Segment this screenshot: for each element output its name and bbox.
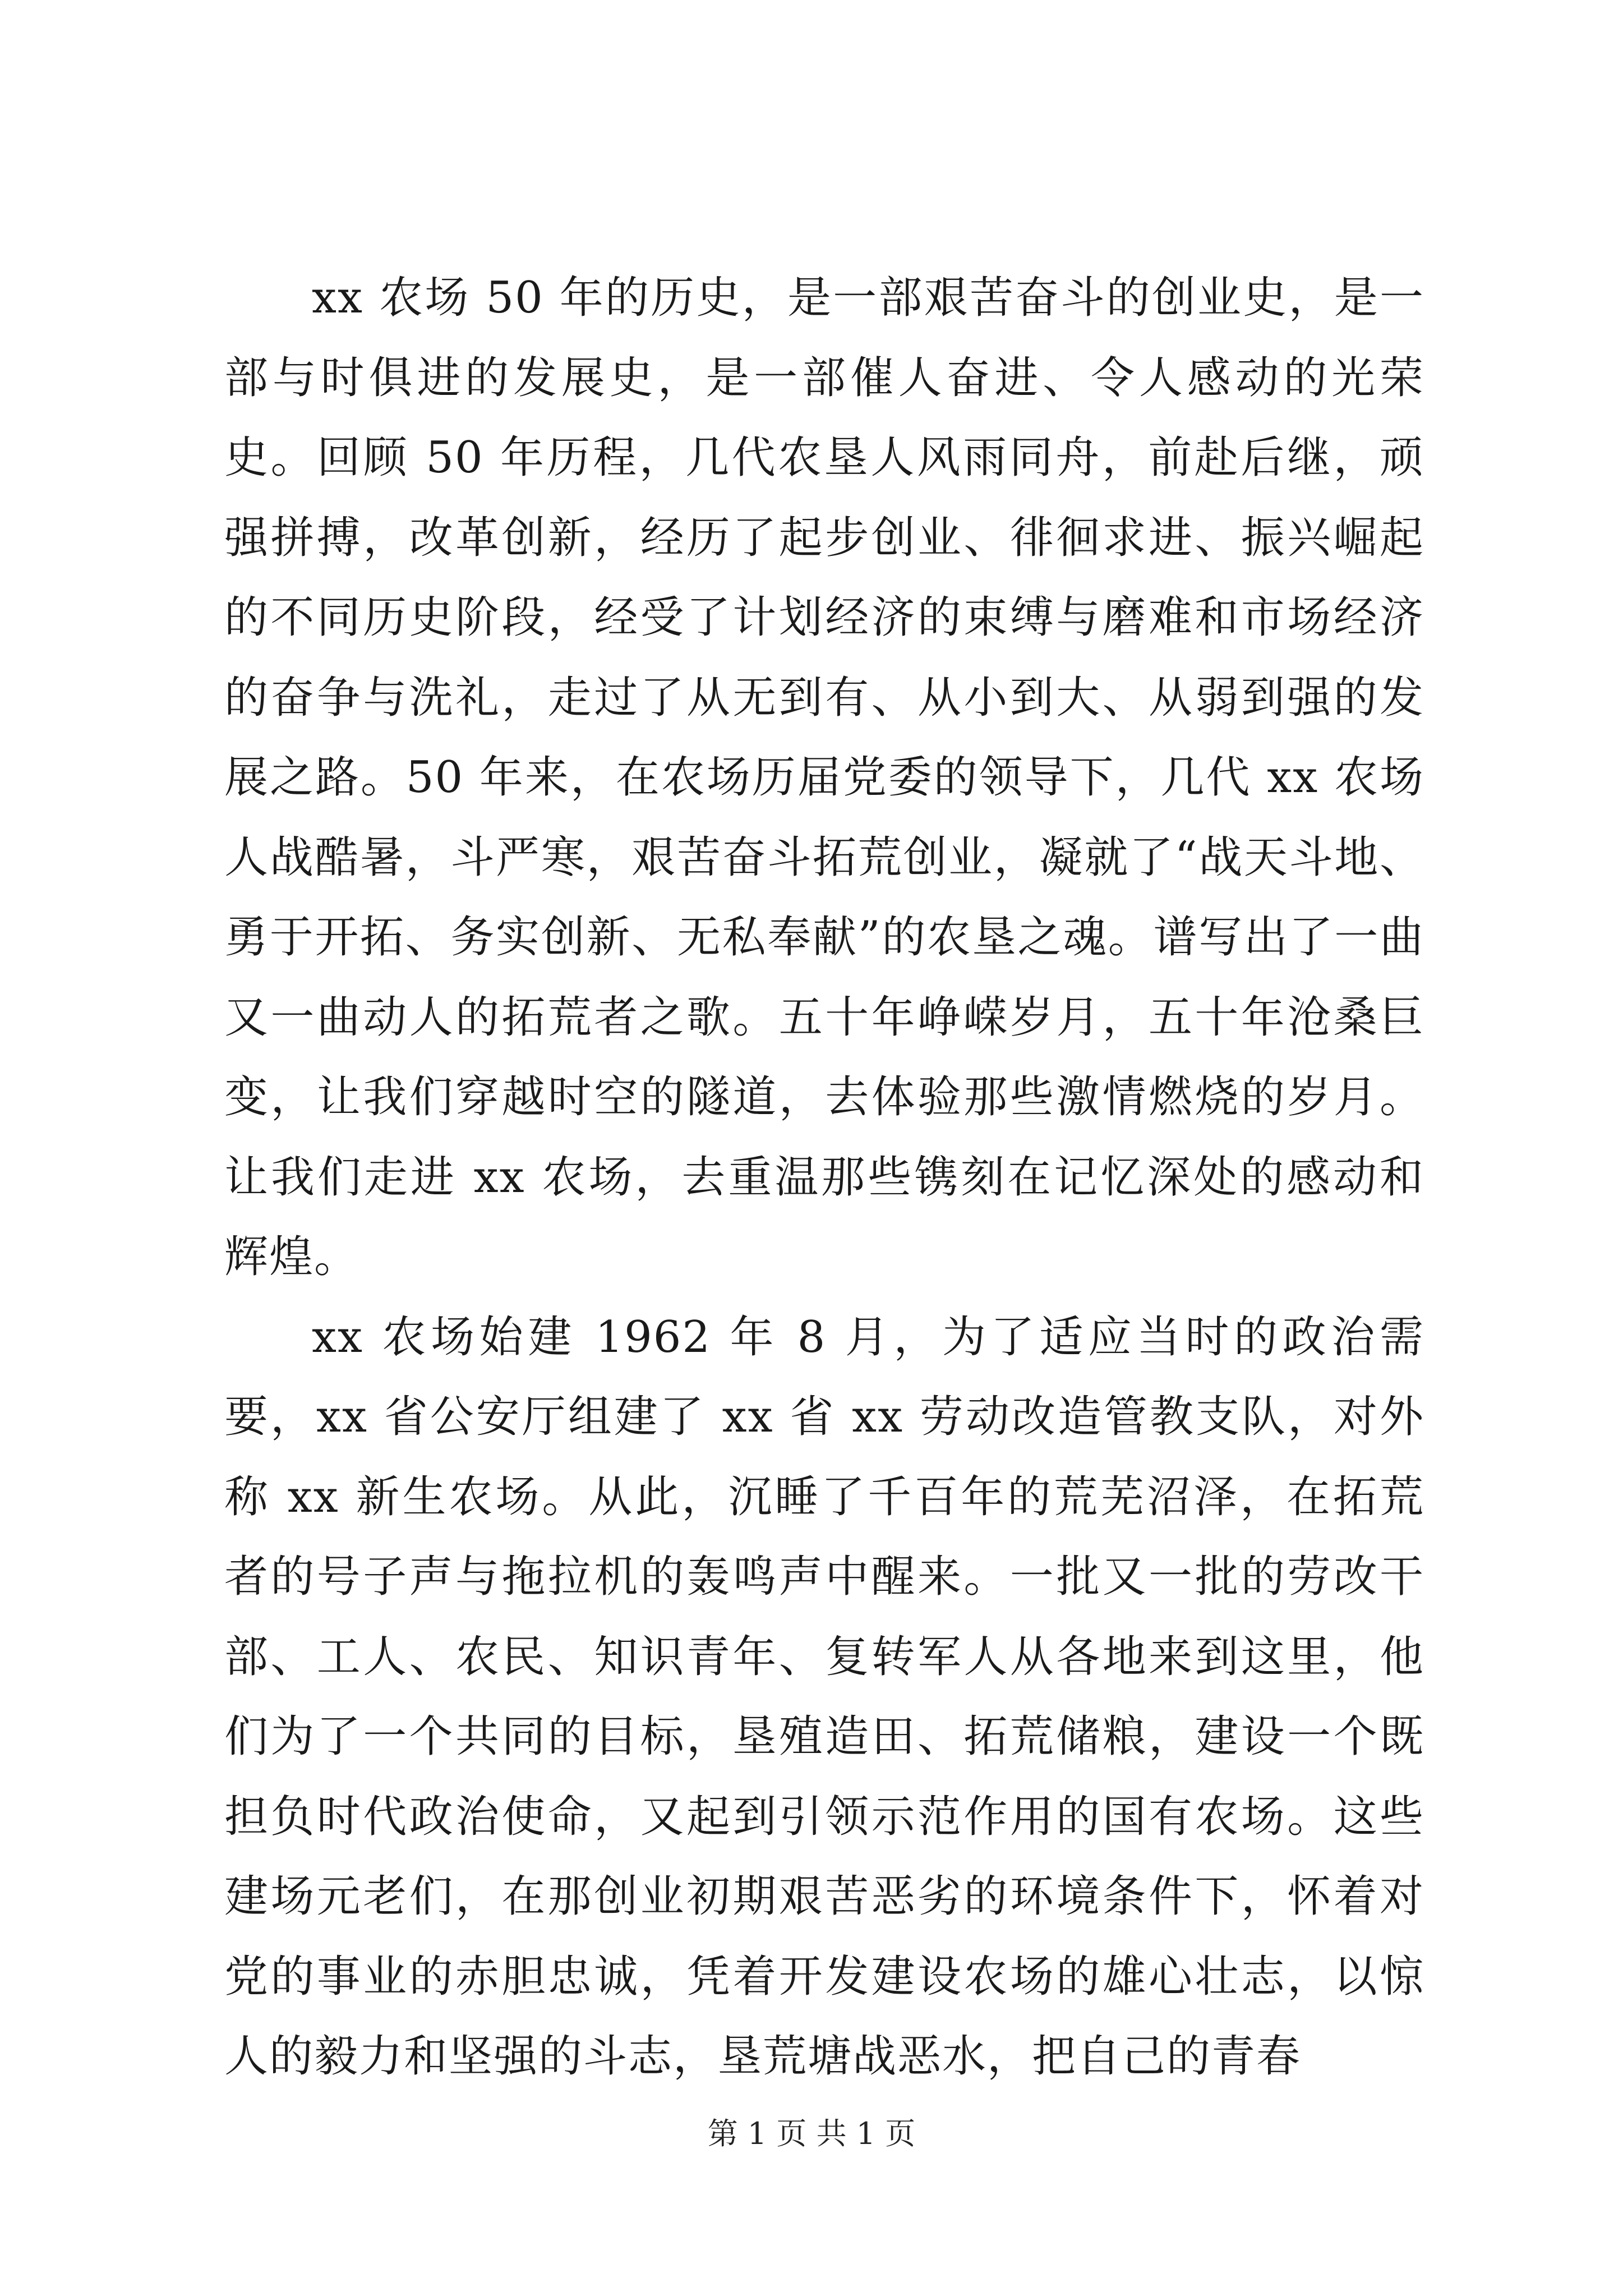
paragraph-1: xx 农场 50 年的历史，是一部艰苦奋斗的创业史，是一部与时俱进的发展史，是一部催人奋进、令人感动的光荣史。回顾 50 年历程，几代农垦人风雨同舟，前赴后继，顽强拼搏，改革创新，经历了起步创业、徘徊求进、振兴崛起的不同历史阶段，经受了计划经济的束缚与磨难和市场经济的奋争与洗礼，走过了从无到有、从小到大、从弱到强的发展之路。50 年来，在农场历届党委的领导下，几代 xx 农场人战酷暑，斗严寒，艰苦奋斗拓荒创业，凝就了“战天斗地、勇于开拓、务实创新、无私奉献”的农垦之魂。谱写出了一曲又一曲动人的拓荒者之歌。五十年峥嵘岁月，五十年沧桑巨变，让我们穿越时空的隧道，去体验那些激情燃烧的岁月。让我们走进 xx 农场，去重温那些镌刻在记忆深处的感动和辉煌。 <box>224 273 1424 1282</box>
paragraph-2: xx 农场始建 1962 年 8 月，为了适应当时的政治需要，xx 省公安厅组建了 xx 省 xx 劳动改造管教支队，对外称 xx 新生农场。从此，沉睡了千百年的荒芜沼泽，在拓荒者的号子声与拖拉机的轰鸣声中醒来。一批又一批的劳改干部、工人、农民、知识青年、复转军人从各地来到这里，他们为了一个共同的目标，垦殖造田、拓荒储粮，建设一个既担负时代政治使命，又起到引领示范作用的国有农场。这些建场元老们，在那创业初期艰苦恶劣的环境条件下，怀着对党的事业的赤胆忠诚，凭着开发建设农场的雄心壮志，以惊人的毅力和坚强的斗志，垦荒塘战恶水，把自己的青春 <box>224 1312 1424 2082</box>
document-body <box>224 258 1424 2097</box>
page-footer: 第 1 页 共 1 页 <box>707 2116 916 2151</box>
